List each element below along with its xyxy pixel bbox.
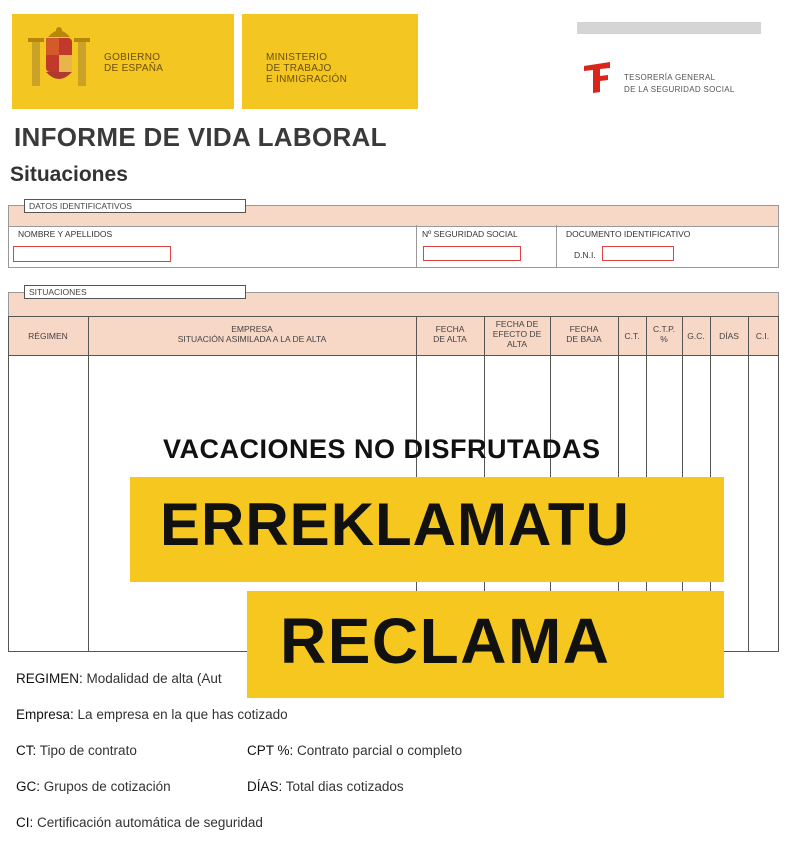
col-header-ctp: C.T.P. % xyxy=(652,324,676,344)
nss-field[interactable] xyxy=(423,246,521,261)
col-header-ct: C.T. xyxy=(624,331,640,341)
column-divider xyxy=(88,316,89,651)
overlay-vacaciones: VACACIONES NO DISFRUTADAS xyxy=(163,434,601,464)
tesoreria-text: TESORERÍA GENERAL DE LA SEGURIDAD SOCIAL xyxy=(624,73,735,94)
redacted-bar xyxy=(577,22,761,34)
column-divider xyxy=(748,316,749,651)
tgss-logo-icon xyxy=(582,60,612,94)
overlay-reclama: RECLAMA xyxy=(280,605,611,677)
ministerio-text: MINISTERIO DE TRABAJO E INMIGRACIÓN xyxy=(266,52,348,85)
col-header-fecha-efecto: FECHA DE EFECTO DE ALTA xyxy=(492,319,542,349)
documento-label: DOCUMENTO IDENTIFICATIVO xyxy=(566,229,691,239)
legend-regimen: REGIMEN: Modalidad de alta (Aut xyxy=(16,671,222,686)
document-subtitle: Situaciones xyxy=(10,163,128,186)
dni-field[interactable] xyxy=(602,246,674,261)
coat-of-arms-icon xyxy=(24,24,94,99)
situaciones-section-label: SITUACIONES xyxy=(24,285,246,299)
col-header-dias: DÍAS xyxy=(719,331,739,341)
nombre-field[interactable] xyxy=(13,246,171,262)
legend-cpt: CPT %: Contrato parcial o completo xyxy=(247,743,463,758)
col-header-fecha-alta: FECHA DE ALTA xyxy=(433,324,467,344)
datos-divider xyxy=(556,225,557,267)
col-header-ci: C.I. xyxy=(755,331,770,341)
legend-gc: GC: Grupos de cotización xyxy=(16,779,171,794)
datos-divider xyxy=(416,225,417,267)
legend-ci: CI: Certificación automática de seguridad xyxy=(16,815,263,830)
nss-label: Nº SEGURIDAD SOCIAL xyxy=(422,229,518,239)
col-header-empresa: EMPRESA SITUACIÓN ASIMILADA A LA DE ALTA xyxy=(177,324,327,344)
col-header-fecha-baja: FECHA DE BAJA xyxy=(566,324,602,344)
dni-label: D.N.I. xyxy=(574,250,596,260)
nombre-label: NOMBRE Y APELLIDOS xyxy=(18,229,113,239)
overlay-erreklamatu: ERREKLAMATU xyxy=(160,491,630,558)
datos-section-label: DATOS IDENTIFICATIVOS xyxy=(24,199,246,213)
legend-ct: CT: Tipo de contrato xyxy=(16,743,137,758)
legend-dias: DÍAS: Total dias cotizados xyxy=(247,779,404,794)
gobierno-text: GOBIERNO DE ESPAÑA xyxy=(104,52,164,74)
document-title: INFORME DE VIDA LABORAL xyxy=(14,122,387,152)
col-header-gc: G.C. xyxy=(687,331,705,341)
col-header-regimen: RÉGIMEN xyxy=(28,331,68,341)
legend-empresa: Empresa: La empresa en la que has cotizado xyxy=(16,707,288,722)
